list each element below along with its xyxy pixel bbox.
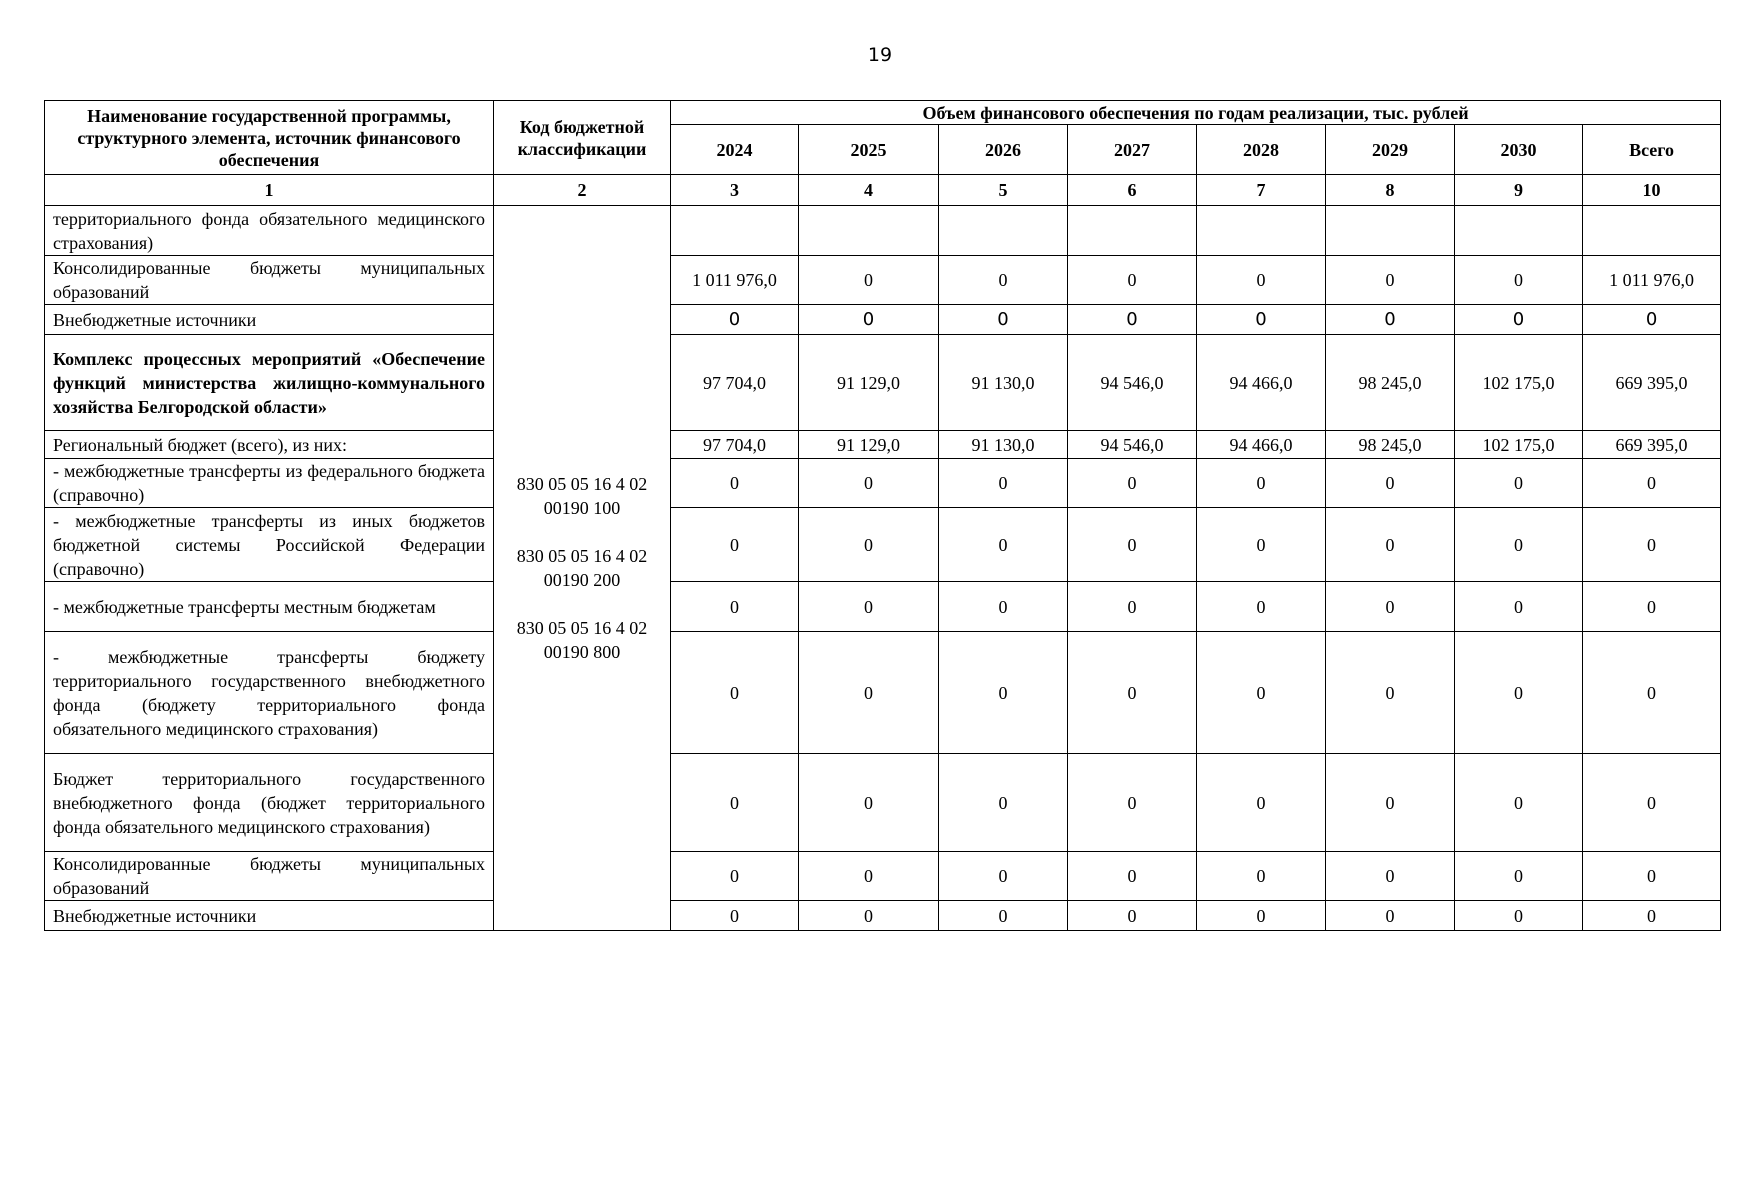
value-cell: 0 [1455, 459, 1583, 508]
value-cell: 669 395,0 [1583, 335, 1721, 431]
row-label: - межбюджетные трансферты местным бюджетам [45, 582, 494, 632]
budget-code-cell [494, 206, 671, 931]
table-row [45, 508, 1721, 582]
value-cell: 0 [1197, 754, 1326, 852]
value-cell: 0 [1583, 901, 1721, 931]
value-cell: 0 [671, 508, 799, 582]
value-cell: 0 [1197, 508, 1326, 582]
value-cell: 0 [799, 305, 939, 335]
value-cell: 0 [799, 582, 939, 632]
table-row [45, 459, 1721, 508]
column-number: 9 [1455, 175, 1583, 206]
budget-code-line: 00190 800 [543, 642, 621, 662]
value-cell: 94 546,0 [1068, 335, 1197, 431]
value-cell: 0 [1455, 754, 1583, 852]
value-cell: 91 129,0 [799, 335, 939, 431]
table-header [45, 101, 1721, 206]
value-cell: 0 [1455, 632, 1583, 754]
header-name-column: Наименование государственной программы, структурного элемента, источник финансового обеспечения [45, 101, 494, 175]
value-cell: 0 [1583, 582, 1721, 632]
table-body [45, 206, 1721, 931]
value-cell: 0 [1455, 901, 1583, 931]
value-cell: 0 [1583, 632, 1721, 754]
value-cell: 0 [799, 632, 939, 754]
code-spacer [502, 520, 662, 544]
value-cell: 0 [1583, 508, 1721, 582]
value-cell: 0 [939, 852, 1068, 901]
value-cell: 0 [799, 852, 939, 901]
row-label: Комплекс процессных мероприятий «Обеспечение функций министерства жилищно-коммунального хозяйства Белгородской области» [45, 335, 494, 431]
value-cell: 97 704,0 [671, 431, 799, 459]
value-cell [1197, 206, 1326, 256]
value-cell: 0 [799, 754, 939, 852]
header-year: 2030 [1455, 125, 1583, 175]
value-cell [1583, 206, 1721, 256]
value-cell: 0 [1197, 305, 1326, 335]
row-label: Бюджет территориального государственного внебюджетного фонда (бюджет территориального фонда обязательного медицинского страхования) [45, 754, 494, 852]
value-cell: 0 [939, 256, 1068, 305]
value-cell: 0 [939, 508, 1068, 582]
table-row [45, 632, 1721, 754]
value-cell: 0 [1455, 852, 1583, 901]
value-cell: 0 [1197, 852, 1326, 901]
value-cell: 0 [1197, 582, 1326, 632]
column-number: 5 [939, 175, 1068, 206]
value-cell: 0 [1197, 459, 1326, 508]
column-number: 10 [1583, 175, 1721, 206]
table-row [45, 901, 1721, 931]
value-cell: 91 130,0 [939, 431, 1068, 459]
value-cell: 0 [1068, 632, 1197, 754]
value-cell: 0 [939, 459, 1068, 508]
header-year: 2024 [671, 125, 799, 175]
value-cell: 102 175,0 [1455, 431, 1583, 459]
table-row [45, 335, 1721, 431]
value-cell: 0 [1068, 459, 1197, 508]
table-row [45, 431, 1721, 459]
header-year: 2027 [1068, 125, 1197, 175]
value-cell: 0 [1068, 256, 1197, 305]
column-number: 1 [45, 175, 494, 206]
value-cell [1455, 206, 1583, 256]
value-cell: 0 [1455, 582, 1583, 632]
value-cell: 0 [1197, 632, 1326, 754]
value-cell: 0 [939, 582, 1068, 632]
value-cell: 1 011 976,0 [1583, 256, 1721, 305]
value-cell: 0 [1583, 852, 1721, 901]
value-cell: 0 [1326, 632, 1455, 754]
budget-code-line: 830 05 05 16 4 02 [516, 474, 648, 494]
table-row [45, 305, 1721, 335]
value-cell [1326, 206, 1455, 256]
value-cell: 0 [1455, 256, 1583, 305]
column-number: 8 [1326, 175, 1455, 206]
code-spacer [502, 592, 662, 616]
header-year: 2028 [1197, 125, 1326, 175]
value-cell: 0 [1068, 852, 1197, 901]
value-cell: 0 [1068, 754, 1197, 852]
value-cell: 91 130,0 [939, 335, 1068, 431]
value-cell: 0 [799, 901, 939, 931]
budget-code-line: 830 05 05 16 4 02 [516, 546, 648, 566]
value-cell: 94 546,0 [1068, 431, 1197, 459]
value-cell: 0 [1583, 459, 1721, 508]
value-cell: 94 466,0 [1197, 335, 1326, 431]
budget-code-line: 00190 200 [543, 570, 621, 590]
financing-table [44, 100, 1721, 931]
table-row [45, 754, 1721, 852]
value-cell [1068, 206, 1197, 256]
value-cell: 0 [1326, 305, 1455, 335]
column-number: 6 [1068, 175, 1197, 206]
value-cell: 669 395,0 [1583, 431, 1721, 459]
value-cell: 0 [1068, 305, 1197, 335]
value-cell: 98 245,0 [1326, 431, 1455, 459]
header-total: Всего [1583, 125, 1721, 175]
value-cell [671, 206, 799, 256]
row-label: - межбюджетные трансферты из федерального бюджета (справочно) [45, 459, 494, 508]
value-cell: 0 [799, 459, 939, 508]
column-number-row [45, 175, 1721, 206]
value-cell: 0 [1326, 901, 1455, 931]
value-cell: 0 [1326, 582, 1455, 632]
value-cell: 0 [1326, 256, 1455, 305]
value-cell: 0 [1583, 305, 1721, 335]
value-cell: 0 [1326, 508, 1455, 582]
value-cell: 1 011 976,0 [671, 256, 799, 305]
value-cell: 0 [671, 901, 799, 931]
row-label: - межбюджетные трансферты из иных бюджетов бюджетной системы Российской Федерации (справочно) [45, 508, 494, 582]
value-cell: 0 [671, 305, 799, 335]
header-volume-group: Объем финансового обеспечения по годам реализации, тыс. рублей [671, 101, 1721, 125]
table-row [45, 256, 1721, 305]
row-label: территориального фонда обязательного медицинского страхования) [45, 206, 494, 256]
column-number: 3 [671, 175, 799, 206]
table-row [45, 582, 1721, 632]
column-number: 7 [1197, 175, 1326, 206]
header-year: 2025 [799, 125, 939, 175]
row-label: Внебюджетные источники [45, 901, 494, 931]
row-label: Региональный бюджет (всего), из них: [45, 431, 494, 459]
value-cell: 0 [671, 632, 799, 754]
value-cell: 0 [1455, 508, 1583, 582]
header-year: 2029 [1326, 125, 1455, 175]
row-label: Консолидированные бюджеты муниципальных образований [45, 256, 494, 305]
value-cell: 0 [671, 459, 799, 508]
value-cell: 0 [799, 508, 939, 582]
row-label: Внебюджетные источники [45, 305, 494, 335]
column-number: 4 [799, 175, 939, 206]
row-label: - межбюджетные трансферты бюджету территориального государственного внебюджетного фонда (бюджету территориального фонда обязательного медицинского страхования) [45, 632, 494, 754]
value-cell: 0 [1326, 852, 1455, 901]
value-cell: 97 704,0 [671, 335, 799, 431]
header-year: 2026 [939, 125, 1068, 175]
value-cell: 0 [939, 632, 1068, 754]
value-cell: 0 [939, 901, 1068, 931]
value-cell: 0 [799, 256, 939, 305]
value-cell: 0 [671, 582, 799, 632]
value-cell: 0 [1068, 582, 1197, 632]
budget-code-line: 00190 100 [543, 498, 621, 518]
value-cell [799, 206, 939, 256]
value-cell: 0 [1197, 256, 1326, 305]
value-cell: 0 [1326, 754, 1455, 852]
budget-code-line: 830 05 05 16 4 02 [516, 618, 648, 638]
row-label: Консолидированные бюджеты муниципальных образований [45, 852, 494, 901]
value-cell: 98 245,0 [1326, 335, 1455, 431]
value-cell: 0 [1068, 508, 1197, 582]
value-cell: 0 [1197, 901, 1326, 931]
value-cell: 0 [1068, 901, 1197, 931]
table-row [45, 206, 1721, 256]
value-cell: 0 [671, 754, 799, 852]
table-row [45, 852, 1721, 901]
value-cell: 91 129,0 [799, 431, 939, 459]
page-number: 19 [867, 44, 893, 66]
value-cell: 0 [1326, 459, 1455, 508]
value-cell: 0 [671, 852, 799, 901]
header-code-column: Код бюджетной классификации [494, 101, 671, 175]
value-cell: 94 466,0 [1197, 431, 1326, 459]
value-cell: 0 [1455, 305, 1583, 335]
value-cell: 0 [939, 305, 1068, 335]
value-cell: 0 [1583, 754, 1721, 852]
value-cell [939, 206, 1068, 256]
value-cell: 102 175,0 [1455, 335, 1583, 431]
column-number: 2 [494, 175, 671, 206]
value-cell: 0 [939, 754, 1068, 852]
